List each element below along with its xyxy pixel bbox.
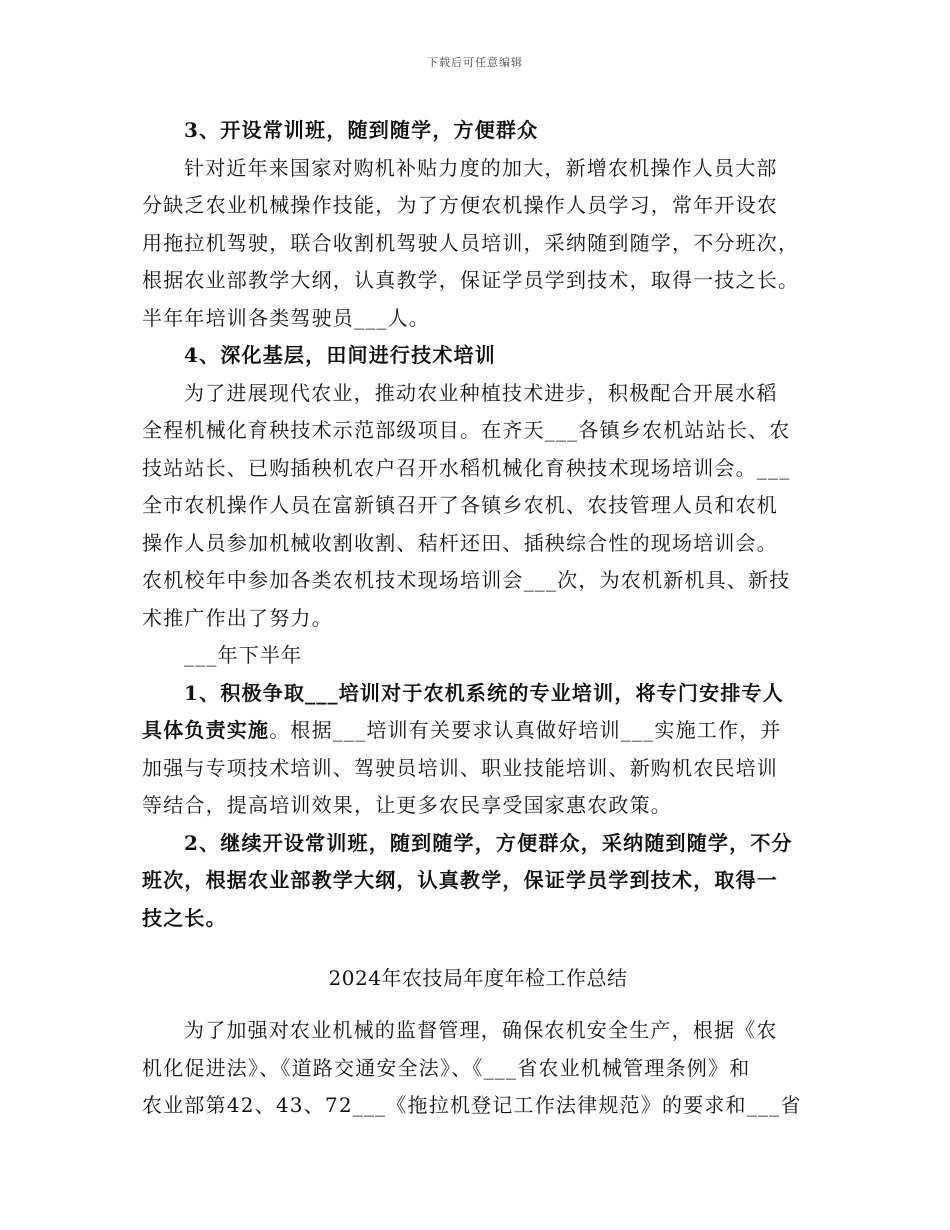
text-line: 农机校年中参加各类农机技术现场培训会___次，为农机新机具、新技 — [142, 568, 791, 592]
heading-3: 3、开设常训班，随到随学，方便群众 — [184, 118, 539, 142]
bold-span: 具体负责实施 — [142, 718, 270, 742]
text-line-bold: 班次，根据农业部教学大纲，认真教学，保证学员学到技术，取得一 — [142, 868, 778, 892]
text-line-mixed — [142, 712, 814, 750]
document-title: 2024年农技局年度年检工作总结 — [328, 966, 628, 990]
regular-span: 。根据___培训有关要求认真做好培训___实施工作，并 — [269, 718, 782, 742]
text-line: 根据农业部教学大纲，认真教学，保证学员学到技术，取得一技之长。 — [142, 268, 800, 292]
text-line: 分缺乏农业机械操作技能，为了方便农机操作人员学习，常年开设农 — [142, 193, 778, 217]
text-line: 用拖拉机驾驶，联合收割机驾驶人员培训，采纳随到随学，不分班次， — [142, 230, 800, 255]
text-line: 半年年培训各类驾驶员___人。 — [142, 305, 430, 330]
text-line: 机化促进法》、《道路交通安全法》、《___省农业机械管理条例》和 — [142, 1055, 751, 1080]
text-line: 等结合，提高培训效果，让更多农民享受国家惠农政策。 — [142, 793, 672, 817]
page-header-note: 下载后可任意编辑 — [427, 56, 523, 69]
text-line: 加强与专项技术培训、驾驶员培训、职业技能培训、新购机农民培训 — [142, 755, 778, 780]
text-line: 技站站长、已购插秧机农户召开水稻机械化育秧技术现场培训会。___ — [142, 455, 791, 480]
subheading-second-half: ___年下半年 — [184, 643, 303, 667]
text-line: 全程机械化育秧技术示范部级项目。在齐天___各镇乡农机站站长、农 — [142, 418, 791, 442]
text-line: 术推广作出了努力。 — [142, 605, 333, 630]
text-line: 农业部第42、43、72___《拖拉机登记工作法律规范》的要求和___省 — [142, 1093, 802, 1117]
heading-4: 4、深化基层，田间进行技术培训 — [184, 343, 496, 367]
text-line-bold: 1、积极争取___培训对于农机系统的专业培训，将专门安排专人 — [184, 680, 784, 705]
text-line: 针对近年来国家对购机补贴力度的加大，新增农机操作人员大部 — [184, 155, 778, 180]
text-line: 为了进展现代农业，推动农业种植技术进步，积极配合开展水稻 — [184, 380, 778, 405]
text-line: 全市农机操作人员在富新镇召开了各镇乡农机、农技管理人员和农机 — [142, 493, 778, 517]
text-line: 操作人员参加机械收割收割、秸杆还田、插秧综合性的现场培训会。 — [142, 530, 778, 555]
text-line: 为了加强对农业机械的监督管理，确保农机安全生产，根据《农 — [184, 1018, 778, 1042]
text-line-bold: 2、继续开设常训班，随到随学，方便群众，采纳随到随学，不分 — [184, 830, 793, 855]
document-body — [142, 112, 814, 1125]
text-line-bold: 技之长。 — [142, 905, 227, 930]
